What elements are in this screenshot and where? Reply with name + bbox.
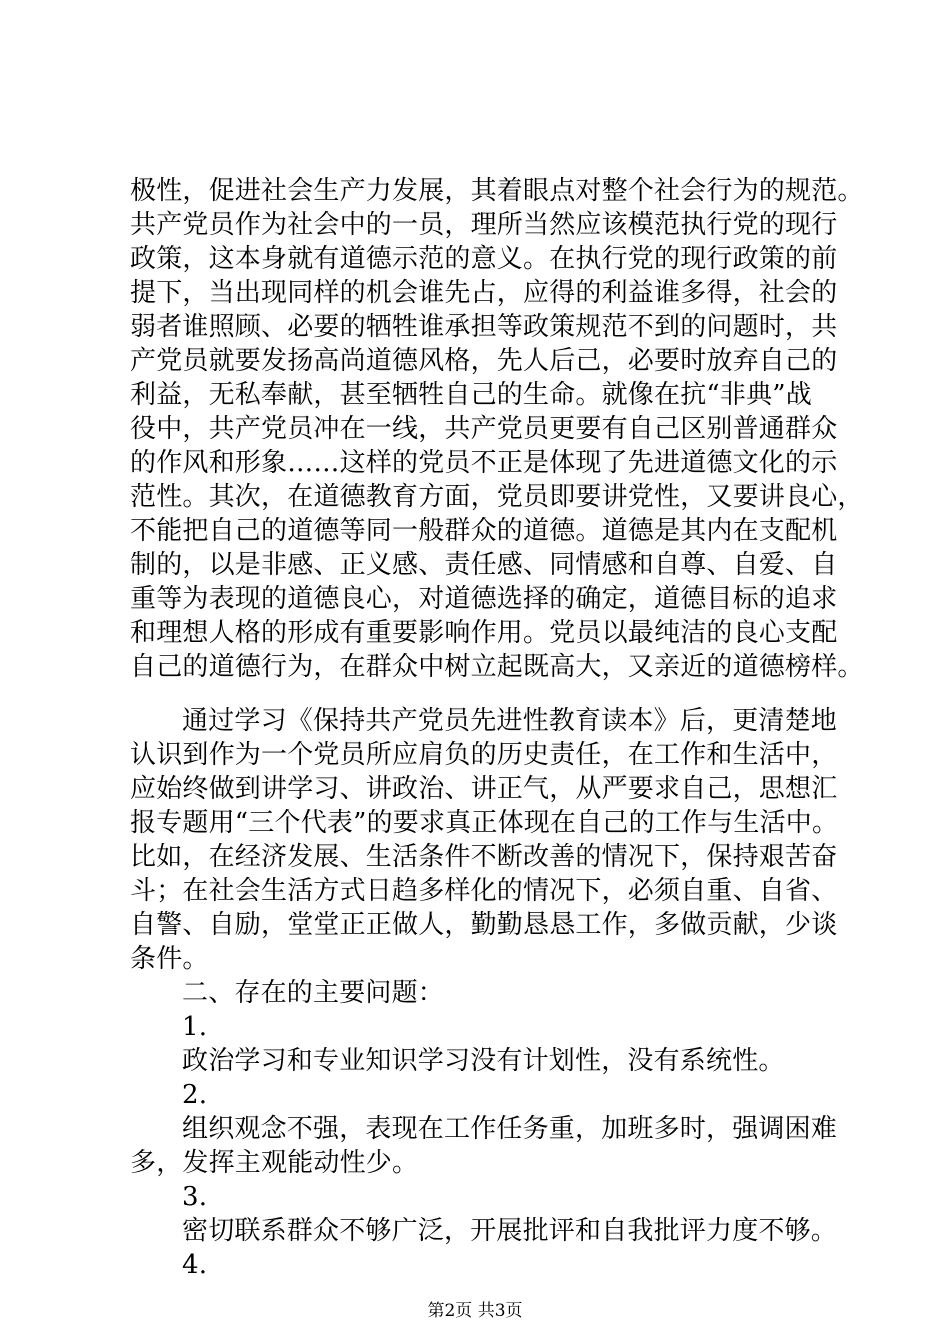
- text-line: 和理想人格的形成有重要影响作用。党员以最纯洁的良心支配: [130, 618, 838, 648]
- text-line: 认识到作为一个党员所应肩负的历史责任，在工作和生活中，: [130, 740, 838, 770]
- text-line: 弱者谁照顾、必要的牺牲谁承担等政策规范不到的问题时，共: [130, 312, 838, 342]
- text-line: 报专题用“三个代表”的要求真正体现在自己的工作与生活中。: [130, 808, 839, 838]
- text-line: 制的，以是非感、正义感、责任感、同情感和自尊、自爱、自: [130, 550, 838, 580]
- list-item-text: 多，发挥主观能动性少。: [130, 1148, 419, 1178]
- text-line: 政策，这本身就有道德示范的意义。在执行党的现行政策的前: [130, 244, 838, 274]
- text-line: 役中，共产党员冲在一线，共产党员更要有自己区别普通群众: [130, 414, 838, 444]
- text-line: 产党员就要发扬高尚道德风格，先人后己，必要时放弃自己的: [130, 346, 838, 376]
- list-item-text: 密切联系群众不够广泛，开展批评和自我批评力度不够。: [182, 1216, 838, 1246]
- text-line: 比如，在经济发展、生活条件不断改善的情况下，保持艰苦奋: [130, 842, 838, 872]
- text-line: 不能把自己的道德等同一般群众的道德。道德是其内在支配机: [130, 516, 838, 546]
- text-line: 条件。: [130, 944, 209, 974]
- text-line: 利益，无私奉献，甚至牺牲自己的生命。就像在抗“非典”战: [130, 380, 812, 410]
- text-line: 极性，促进社会生产力发展，其着眼点对整个社会行为的规范。: [130, 176, 864, 206]
- text-line: 的作风和形象……这样的党员不正是体现了先进道德文化的示: [130, 448, 838, 478]
- text-line: 重等为表现的道德良心，对道德选择的确定，道德目标的追求: [130, 584, 838, 614]
- text-line: 通过学习《保持共产党员先进性教育读本》后，更清楚地: [182, 706, 838, 736]
- list-item-number: 2.: [182, 1080, 208, 1110]
- page-footer: 第2页 共3页: [427, 1301, 523, 1321]
- text-line: 应始终做到讲学习、讲政治、讲正气，从严要求自己，思想汇: [130, 774, 838, 804]
- text-line: 提下，当出现同样的机会谁先占，应得的利益谁多得，社会的: [130, 278, 838, 308]
- list-item-number: 3.: [182, 1182, 208, 1212]
- text-line: 自警、自励，堂堂正正做人，勤勤恳恳工作，多做贡献，少谈: [130, 910, 838, 940]
- text-line: 范性。其次，在道德教育方面，党员即要讲党性，又要讲良心，: [130, 482, 864, 512]
- list-item-text: 政治学习和专业知识学习没有计划性，没有系统性。: [182, 1046, 785, 1076]
- list-item-number: 4.: [182, 1250, 208, 1280]
- text-line: 自己的道德行为，在群众中树立起既高大，又亲近的道德榜样。: [130, 652, 864, 682]
- list-item-text: 组织观念不强，表现在工作任务重，加班多时，强调困难: [182, 1114, 838, 1144]
- text-line: 斗；在社会生活方式日趋多样化的情况下，必须自重、自省、: [130, 876, 838, 906]
- section-heading: 二、存在的主要问题：: [182, 978, 445, 1008]
- text-line: 共产党员作为社会中的一员，理所当然应该模范执行党的现行: [130, 210, 838, 240]
- list-item-number: 1.: [182, 1012, 208, 1042]
